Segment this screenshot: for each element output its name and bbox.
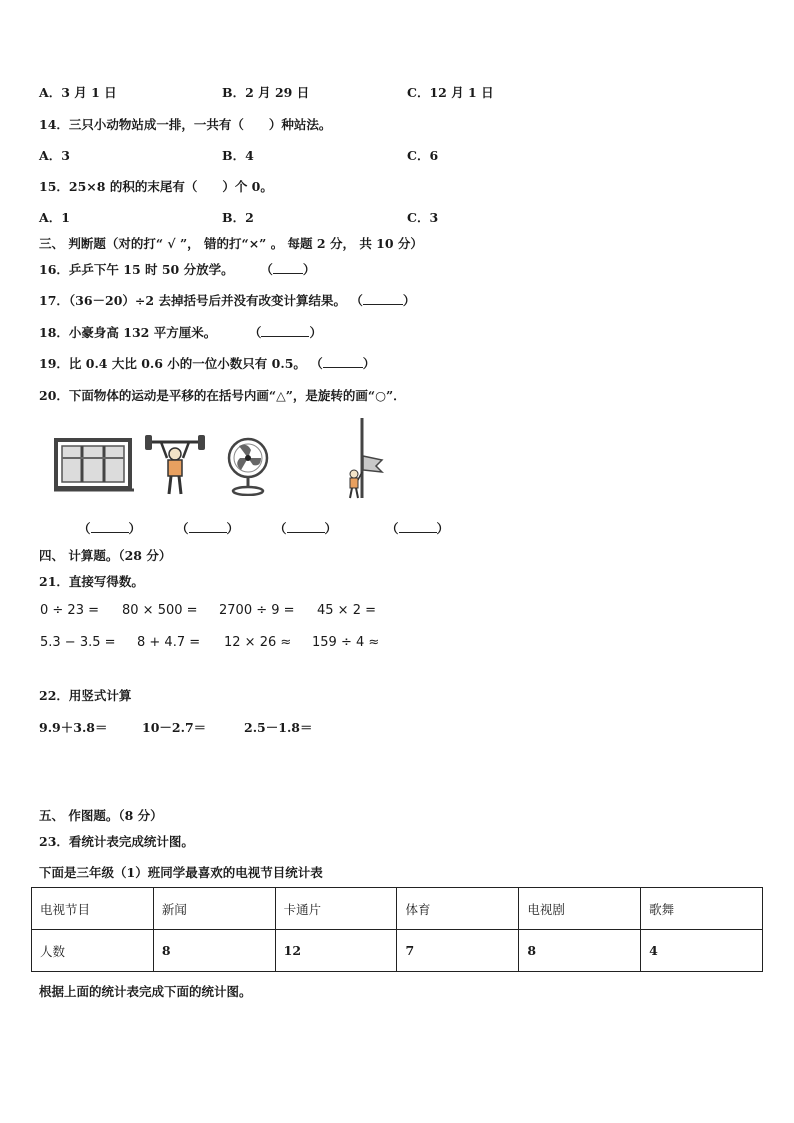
q20-text: 20．下面物体的运动是平移的在括号内画“△”，是旋转的画“○”． bbox=[39, 388, 406, 403]
q21-item-7: 12 × 26 ≈ bbox=[224, 635, 292, 650]
q15-option-b: B．2 bbox=[222, 210, 254, 225]
table-cell: 12 bbox=[275, 930, 397, 972]
q20-answer-blank-2[interactable]: （ ） bbox=[176, 521, 240, 536]
table-row bbox=[32, 930, 763, 972]
table-header-cell: 体育 bbox=[397, 888, 519, 930]
table-cell: 8 bbox=[153, 930, 275, 972]
q18-answer-blank[interactable]: （ ） bbox=[248, 325, 322, 340]
q18-text: 18．小豪身高 132 平方厘米。 bbox=[39, 325, 217, 340]
section-4-title: 四、 计算题。（28 分） bbox=[39, 548, 172, 563]
q21-item-1: 0 ÷ 23 = bbox=[40, 603, 99, 618]
flag-raising-icon bbox=[340, 416, 388, 500]
q20-answer-blank-3[interactable]: （ ） bbox=[274, 521, 338, 536]
q18-line bbox=[39, 323, 322, 341]
table-header-cell: 新闻 bbox=[153, 888, 275, 930]
q19-text: 19．比 0.4 大比 0.6 小的一位小数只有 0.5。 bbox=[39, 356, 306, 371]
footer-text: 根据上面的统计表完成下面的统计图。 bbox=[39, 984, 252, 999]
q14-text: 14．三只小动物站成一排，一共有（ ）种站法。 bbox=[39, 117, 332, 132]
q21-item-3: 2700 ÷ 9 = bbox=[219, 603, 295, 618]
q21-item-4: 45 × 2 = bbox=[317, 603, 376, 618]
section-3-title: 三、 判断题（对的打“ √ ”， 错的打“×” 。 每题 2 分， 共 10 分） bbox=[39, 236, 423, 251]
q22-item-3: 2.5－1.8＝ bbox=[244, 720, 313, 735]
table-cell: 4 bbox=[641, 930, 763, 972]
q23-title: 23．看统计表完成统计图。 bbox=[39, 834, 194, 849]
q15-option-c: C．3 bbox=[407, 210, 439, 225]
q17-answer-blank[interactable]: （ ） bbox=[350, 293, 416, 308]
table-cell: 8 bbox=[519, 930, 641, 972]
table-header-cell: 电视节目 bbox=[32, 888, 154, 930]
table-header-cell: 卡通片 bbox=[275, 888, 397, 930]
q19-answer-blank[interactable]: （ ） bbox=[310, 356, 376, 371]
q21-item-5: 5.3 − 3.5 = bbox=[40, 635, 116, 650]
q17-line bbox=[39, 291, 415, 309]
q15-option-a: A．1 bbox=[39, 210, 70, 225]
q16-answer-blank[interactable]: （ ） bbox=[260, 262, 316, 277]
q13-option-c: C．12 月 1 日 bbox=[407, 85, 494, 100]
q16-line bbox=[39, 260, 315, 278]
q14-option-b: B．4 bbox=[222, 148, 254, 163]
fan-icon bbox=[225, 436, 271, 496]
q22-item-2: 10－2.7＝ bbox=[142, 720, 207, 735]
q22-item-1: 9.9＋3.8＝ bbox=[39, 720, 108, 735]
q21-item-8: 159 ÷ 4 ≈ bbox=[312, 635, 380, 650]
q22-title: 22．用竖式计算 bbox=[39, 688, 132, 703]
table-header-cell: 歌舞 bbox=[641, 888, 763, 930]
section-5-title: 五、 作图题。（8 分） bbox=[39, 808, 163, 823]
table-header-row bbox=[32, 888, 763, 930]
table-row-label: 人数 bbox=[32, 930, 154, 972]
tv-program-table bbox=[31, 887, 763, 972]
q14-option-a: A．3 bbox=[39, 148, 70, 163]
q21-title: 21．直接写得数。 bbox=[39, 574, 144, 589]
q16-text: 16．乒乒下午 15 时 50 分放学。 bbox=[39, 262, 234, 277]
q19-line bbox=[39, 354, 375, 372]
q15-text: 15．25×8 的积的末尾有（ ）个 0。 bbox=[39, 179, 273, 194]
q17-text: 17．（36－20）÷2 去掉括号后并没有改变计算结果。 bbox=[39, 293, 346, 308]
q21-item-2: 80 × 500 = bbox=[122, 603, 198, 618]
q20-answer-blank-4[interactable]: （ ） bbox=[386, 521, 450, 536]
table-cell: 7 bbox=[397, 930, 519, 972]
weightlifter-icon bbox=[143, 432, 207, 496]
table-caption: 下面是三年级（1）班同学最喜欢的电视节目统计表 bbox=[39, 865, 323, 880]
q21-item-6: 8 + 4.7 = bbox=[137, 635, 201, 650]
q20-answer-blank-1[interactable]: （ ） bbox=[78, 521, 142, 536]
q13-option-a: A．3 月 1 日 bbox=[39, 85, 117, 100]
window-icon bbox=[54, 438, 134, 492]
q14-option-c: C．6 bbox=[407, 148, 439, 163]
q13-option-b: B．2 月 29 日 bbox=[222, 85, 310, 100]
table-header-cell: 电视剧 bbox=[519, 888, 641, 930]
